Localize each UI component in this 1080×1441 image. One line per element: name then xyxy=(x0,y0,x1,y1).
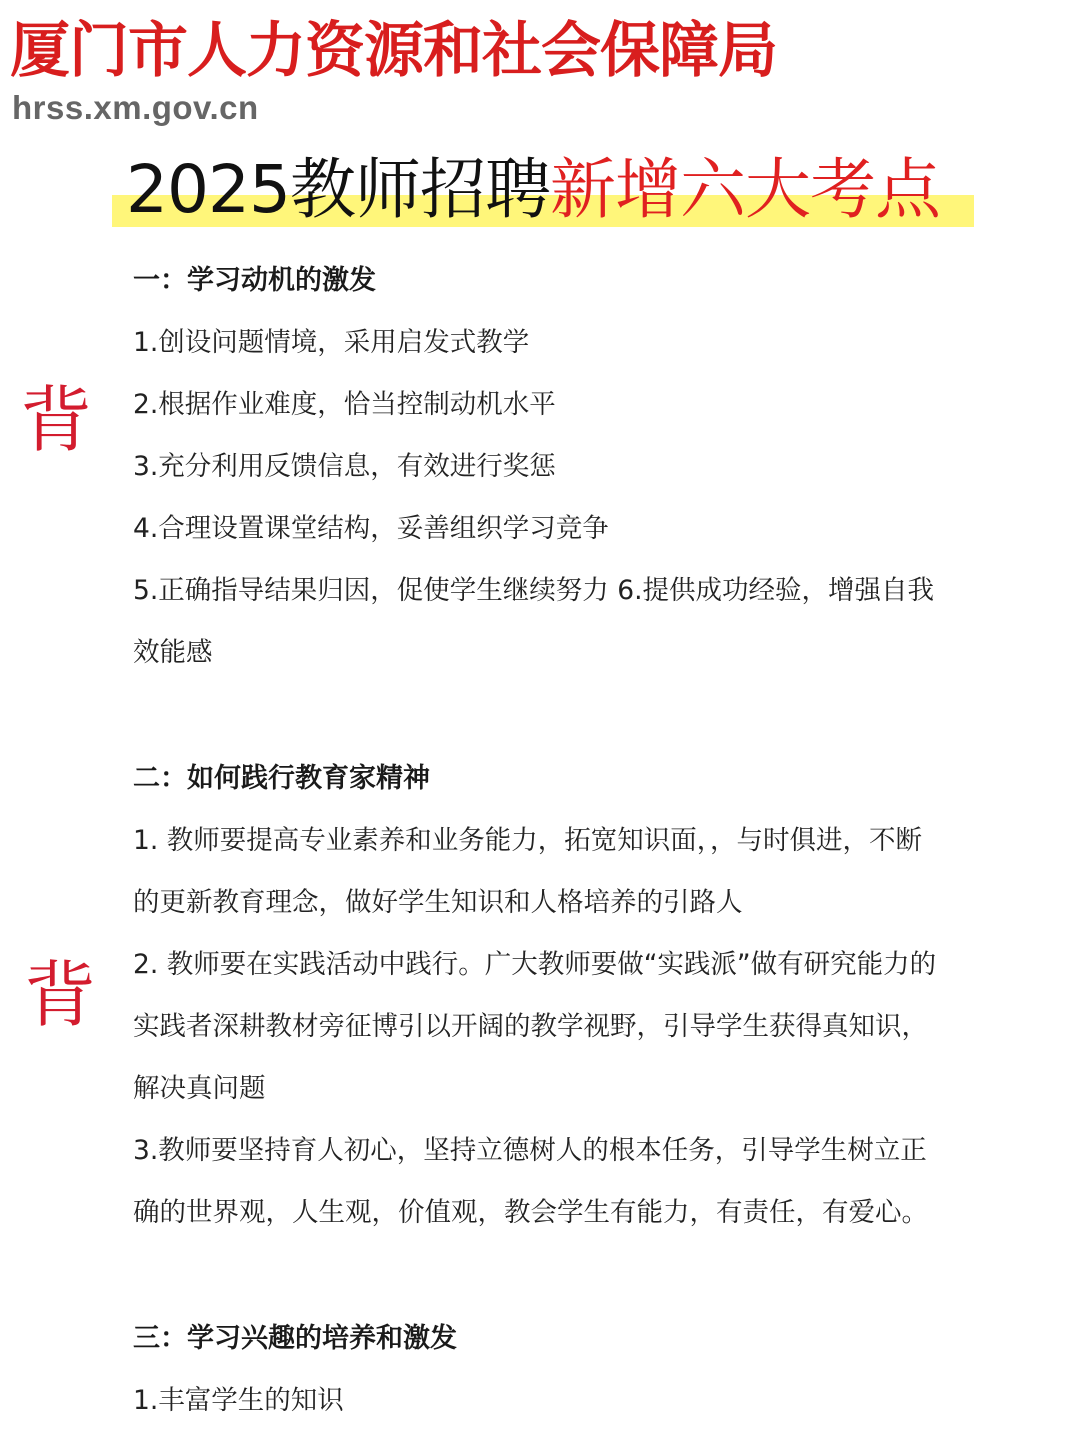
section-heading: 一：学习动机的激发 xyxy=(133,265,376,296)
section-line: 效能感 xyxy=(133,637,213,668)
section-heading: 二：如何践行教育家精神 xyxy=(133,763,430,794)
organization-url: hrss.xm.gov.cn xyxy=(12,89,259,126)
page-title xyxy=(112,150,974,230)
side-mark-memorize: 背 xyxy=(20,378,93,462)
section-line: 2.根据作业难度，恰当控制动机水平 xyxy=(133,389,556,420)
side-mark-memorize: 背 xyxy=(24,953,97,1037)
section-line: 1. 教师要提高专业素养和业务能力，拓宽知识面，，与时俱进，不断 xyxy=(133,825,922,856)
section-line: 1.丰富学生的知识 xyxy=(133,1385,344,1416)
section-line: 5.正确指导结果归因，促使学生继续努力 6.提供成功经验，增强自我 xyxy=(133,575,934,606)
title-text xyxy=(126,150,940,230)
title-part-black: 2025教师招聘 xyxy=(126,151,550,228)
section-line: 3.充分利用反馈信息，有效进行奖惩 xyxy=(133,451,556,482)
section-heading: 三：学习兴趣的培养和激发 xyxy=(133,1323,457,1354)
section-line: 确的世界观，人生观，价值观，教会学生有能力，有责任，有爱心。 xyxy=(133,1197,928,1228)
section-line: 解决真问题 xyxy=(133,1073,266,1104)
section-line: 实践者深耕教材旁征博引以开阔的教学视野，引导学生获得真知识， xyxy=(133,1011,928,1042)
section-line: 2. 教师要在实践活动中践行。广大教师要做“实践派”做有研究能力的 xyxy=(133,949,937,980)
section-line: 3.教师要坚持育人初心，坚持立德树人的根本任务，引导学生树立正 xyxy=(133,1135,927,1166)
organization-name: 厦门市人力资源和社会保障局 xyxy=(10,16,777,86)
section-line: 1.创设问题情境，采用启发式教学 xyxy=(133,327,530,358)
section-line: 4.合理设置课堂结构，妥善组织学习竞争 xyxy=(133,513,609,544)
title-part-red: 新增六大考点 xyxy=(549,151,940,228)
section-line: 的更新教育理念，做好学生知识和人格培养的引路人 xyxy=(133,887,743,918)
